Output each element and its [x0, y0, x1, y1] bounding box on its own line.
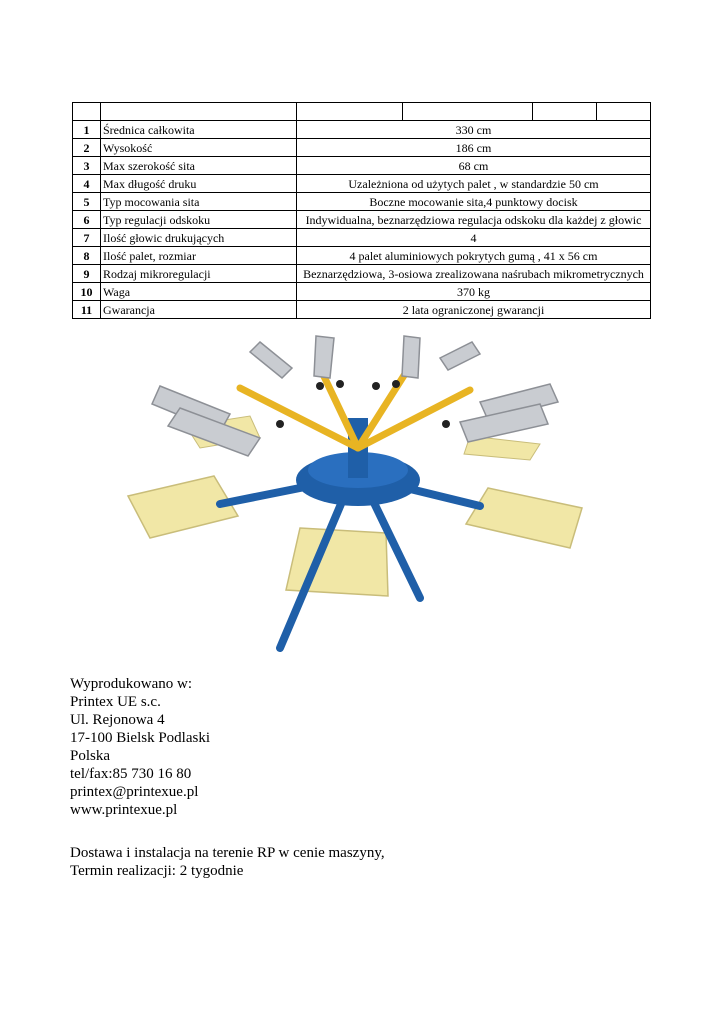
row-number: 3 — [73, 157, 101, 175]
row-label: Max długość druku — [101, 175, 297, 193]
row-number: 1 — [73, 121, 101, 139]
row-value: Uzależniona od użytych palet , w standardzie 50 cm — [297, 175, 651, 193]
row-number: 11 — [73, 301, 101, 319]
row-label: Typ mocowania sita — [101, 193, 297, 211]
row-value: 2 lata ograniczonej gwarancji — [297, 301, 651, 319]
row-label: Gwarancja — [101, 301, 297, 319]
row-value: 186 cm — [297, 139, 651, 157]
row-value: Indywidualna, beznarzędziowa regulacja odskoku dla każdej z głowic — [297, 211, 651, 229]
row-value: 370 kg — [297, 283, 651, 301]
row-number: 8 — [73, 247, 101, 265]
row-label: Średnica całkowita — [101, 121, 297, 139]
row-number: 9 — [73, 265, 101, 283]
spec-table — [72, 102, 651, 319]
pallet-right — [466, 488, 582, 548]
row-value: 68 cm — [297, 157, 651, 175]
row-number: 7 — [73, 229, 101, 247]
pallet-front — [286, 528, 388, 596]
row-label: Ilość głowic drukujących — [101, 229, 297, 247]
row-label: Rodzaj mikroregulacji — [101, 265, 297, 283]
row-number: 10 — [73, 283, 101, 301]
table-row — [73, 157, 651, 175]
table-row — [73, 139, 651, 157]
website: www.printexue.pl — [70, 802, 178, 818]
row-label: Ilość palet, rozmiar — [101, 247, 297, 265]
table-row — [73, 121, 651, 139]
row-label: Max szerokość sita — [101, 157, 297, 175]
row-number: 6 — [73, 211, 101, 229]
row-label: Wysokość — [101, 139, 297, 157]
table-header-row — [73, 103, 651, 121]
email: printex@printexue.pl — [70, 784, 199, 800]
row-number: 5 — [73, 193, 101, 211]
row-value: 330 cm — [297, 121, 651, 139]
company-name: Printex UE s.c. — [70, 694, 161, 710]
row-value: 4 — [297, 229, 651, 247]
manufacturer-address — [70, 675, 210, 819]
phone: tel/fax:85 730 16 80 — [70, 766, 192, 782]
lead-time-line: Termin realizacji: 2 tygodnie — [70, 863, 244, 879]
postal-city: 17-100 Bielsk Podlaski — [70, 730, 211, 746]
row-value: Boczne mocowanie sita,4 punktowy docisk — [297, 193, 651, 211]
address-line: Wyprodukowano w: — [70, 676, 192, 692]
row-number: 4 — [73, 175, 101, 193]
center-hub — [296, 418, 420, 506]
table-row — [73, 265, 651, 283]
row-label: Typ regulacji odskoku — [101, 211, 297, 229]
country: Polska — [70, 748, 111, 764]
row-value: 4 palet aluminiowych pokrytych gumą , 41 x 56 cm — [297, 247, 651, 265]
street: Ul. Rejonowa 4 — [70, 712, 165, 728]
table-row — [73, 175, 651, 193]
table-row — [73, 193, 651, 211]
table-row — [73, 229, 651, 247]
table-row — [73, 211, 651, 229]
row-number: 2 — [73, 139, 101, 157]
table-row — [73, 301, 651, 319]
yellow-arms — [240, 366, 470, 448]
row-value: Beznarzędziowa, 3-osiowa zrealizowana naśrubach mikrometrycznych — [297, 265, 651, 283]
delivery-notes — [70, 844, 385, 880]
table-row — [73, 247, 651, 265]
printing-machine-photo — [120, 328, 600, 658]
table-row — [73, 283, 651, 301]
row-label: Waga — [101, 283, 297, 301]
delivery-line: Dostawa i instalacja na terenie RP w cenie maszyny, — [70, 845, 385, 861]
